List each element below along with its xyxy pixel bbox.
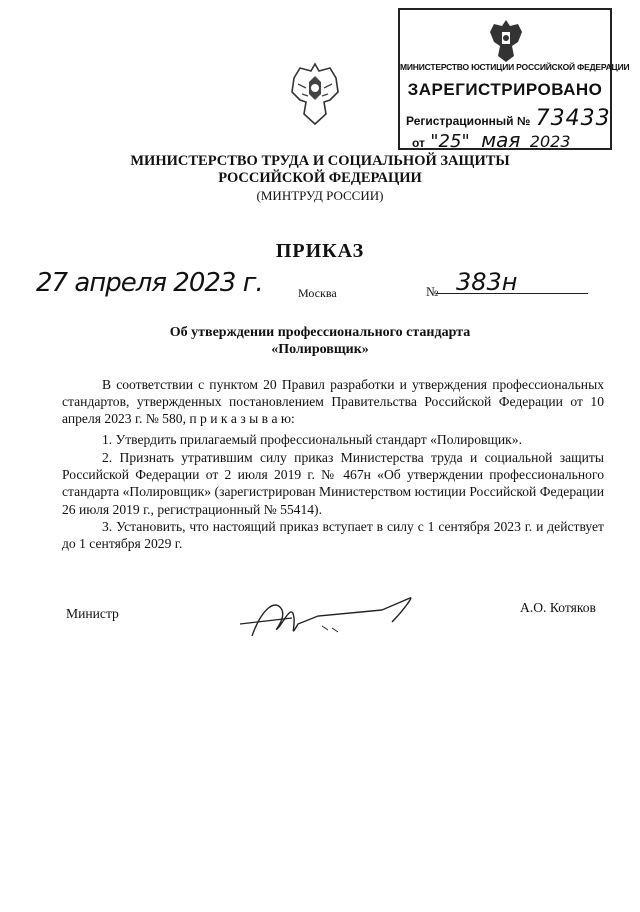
stamp-date-year: 2023 [529,132,571,151]
preamble-paragraph: В соответствии с пунктом 20 Правил разработки и утверждения профессиональных стандартов, утвержденных постановлением Правительства Российской Федерации от 10 апреля 2023 г. № 580, п р и к а з ы в а ю: [62,377,604,427]
subject-line2: «Полировщик» [271,342,369,357]
coat-of-arms-icon [288,62,342,128]
ministry-title-line1: МИНИСТЕРСТВО ТРУДА И СОЦИАЛЬНОЙ ЗАЩИТЫ [130,153,510,169]
registration-stamp [398,8,630,152]
stamp-emblem-icon [484,16,528,66]
stamp-registered-text: ЗАРЕГИСТРИРОВАНО [407,80,603,99]
item-3-paragraph: 3. Установить, что настоящий приказ вступает в силу с 1 сентября 2023 г. и действует до 1 сентября 2029 г. [62,519,604,552]
stamp-date-month: мая [481,128,521,152]
ministry-short-name: (МИНТРУД РОССИИ) [256,188,384,203]
stamp-reg-label: Регистрационный № [406,114,531,128]
handwritten-signature-icon [232,588,422,646]
order-number-label: № [426,284,439,299]
order-date: 27 апреля 2023 г. [36,268,263,298]
stamp-reg-number: 73433 [535,106,611,131]
stamp-ministry-text: МИНИСТЕРСТВО ЮСТИЦИИ РОССИЙСКОЙ ФЕДЕРАЦИИ [400,62,630,72]
signer-title: Министр [66,606,119,621]
order-number: 383н [456,268,518,296]
order-city: Москва [298,286,337,300]
ministry-title-line2: РОССИЙСКОЙ ФЕДЕРАЦИИ [218,170,422,186]
signer-name: А.О. Котяков [520,600,596,615]
item-2-paragraph: 2. Признать утратившим силу приказ Министерства труда и социальной защиты Российской Федерации от 2 июля 2019 г. № 467н «Об утверждении профессионального стандарта «Полировщик» (зарегистрирован Министерством юстиции Российской Федерации 26 июля 2019 г., регистрационный № 55414). [62,450,604,517]
order-title: ПРИКАЗ [275,240,365,262]
subject-line1: Об утверждении профессионального стандарта [169,325,471,340]
item-1-paragraph: 1. Утвердить прилагаемый профессиональный стандарт «Полировщик». [102,432,522,447]
stamp-date-day: "25" [430,131,470,152]
stamp-date-underline [424,148,604,149]
stamp-date-prefix: от [412,136,425,150]
